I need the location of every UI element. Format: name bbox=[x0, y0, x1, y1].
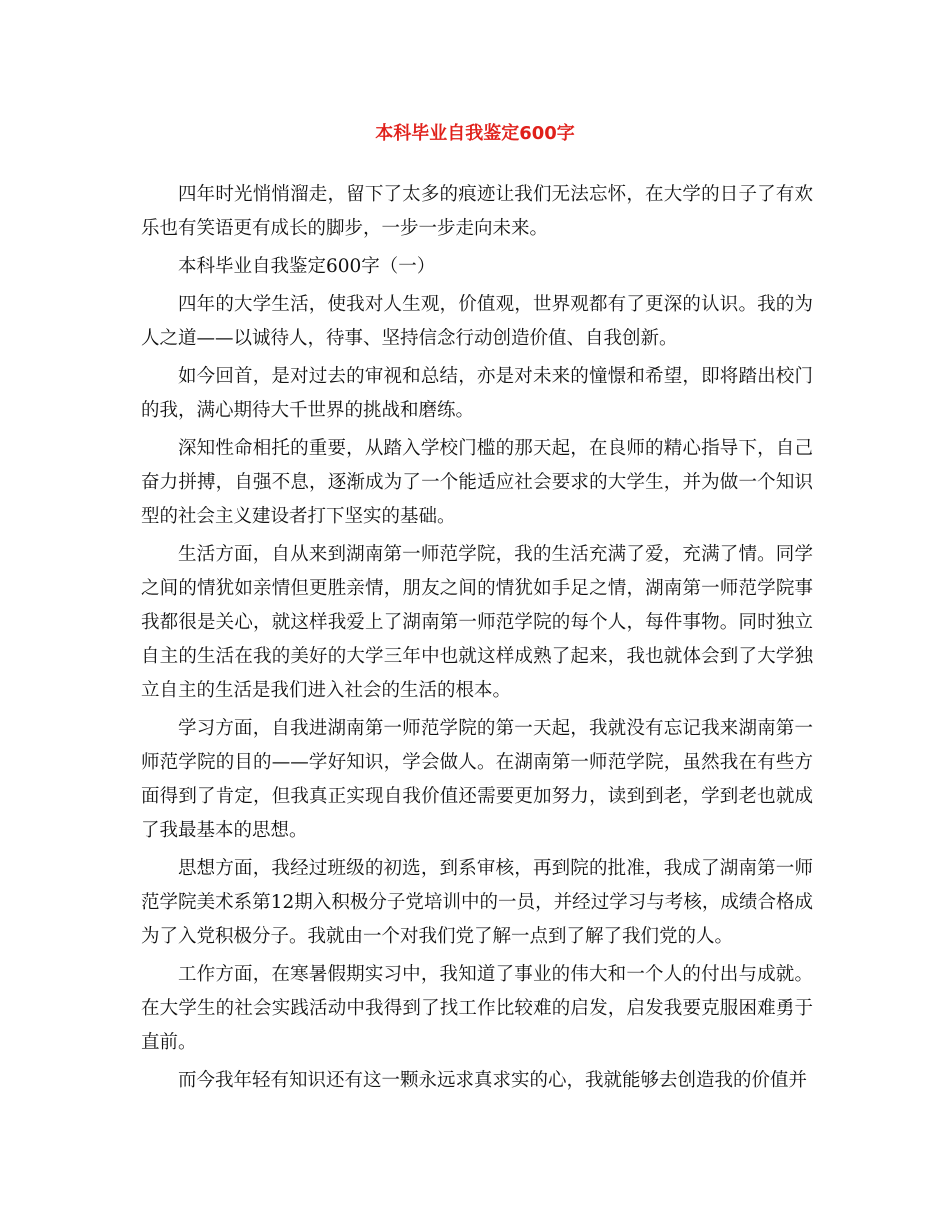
paragraph: 四年的大学生活，使我对人生观，价值观，世界观都有了更深的认识。我的为人之道——以诚待人，待事、坚持信念行动创造价值、自我创新。 bbox=[141, 294, 813, 349]
section-heading: 本科毕业自我鉴定600字（一） bbox=[178, 256, 436, 277]
paragraph-study: 学习方面，自我进湖南第一师范学院的第一天起，我就没有忘记我来湖南第一师范学院的目的——学好知识，学会做人。在湖南第一师范学院，虽然我在有些方面得到了肯定，但我真正实现自我价值还需要更加努力，读到到老，学到老也就成了我最基本的思想。 bbox=[141, 718, 813, 841]
paragraph-work: 工作方面，在寒暑假期实习中，我知道了事业的伟大和一个人的付出与成就。在大学生的社会实践活动中我得到了找工作比较难的启发，启发我要克服困难勇于直前。 bbox=[141, 964, 813, 1053]
paragraph-life: 生活方面，自从来到湖南第一师范学院，我的生活充满了爱，充满了情。同学之间的情犹如亲情但更胜亲情，朋友之间的情犹如手足之情，湖南第一师范学院事我都很是关心，就这样我爱上了湖南第一师范学院的每个人，每件事物。同时独立自主的生活在我的美好的大学三年中也就这样成熟了起来，我也就体会到了大学独立自主的生活是我们进入社会的生活的根本。 bbox=[141, 544, 813, 701]
paragraph: 如今回首，是对过去的审视和总结，亦是对未来的憧憬和希望，即将踏出校门的我，满心期待大千世界的挑战和磨练。 bbox=[141, 366, 813, 421]
paragraph-closing: 而今我年轻有知识还有这一颗永远求真求实的心，我就能够去创造我的价值并 bbox=[178, 1070, 808, 1091]
document-title: 本科毕业自我鉴定600字 bbox=[375, 123, 575, 144]
paragraph-intro: 四年时光悄悄溜走，留下了太多的痕迹让我们无法忘怀，在大学的日子了有欢乐也有笑语更有成长的脚步，一步一步走向未来。 bbox=[141, 184, 813, 239]
paragraph: 深知性命相托的重要，从踏入学校门槛的那天起，在良师的精心指导下，自己奋力拼搏，自强不息，逐渐成为了一个能适应社会要求的大学生，并为做一个知识型的社会主义建设者打下坚实的基础。 bbox=[141, 438, 813, 527]
paragraph-thought: 思想方面，我经过班级的初选，到系审核，再到院的批准，我成了湖南第一师范学院美术系第12期入积极分子党培训中的一员，并经过学习与考核，成绩合格成为了入党积极分子。我就由一个对我们党了解一点到了解了我们党的人。 bbox=[141, 858, 813, 947]
document-body bbox=[141, 178, 813, 1102]
